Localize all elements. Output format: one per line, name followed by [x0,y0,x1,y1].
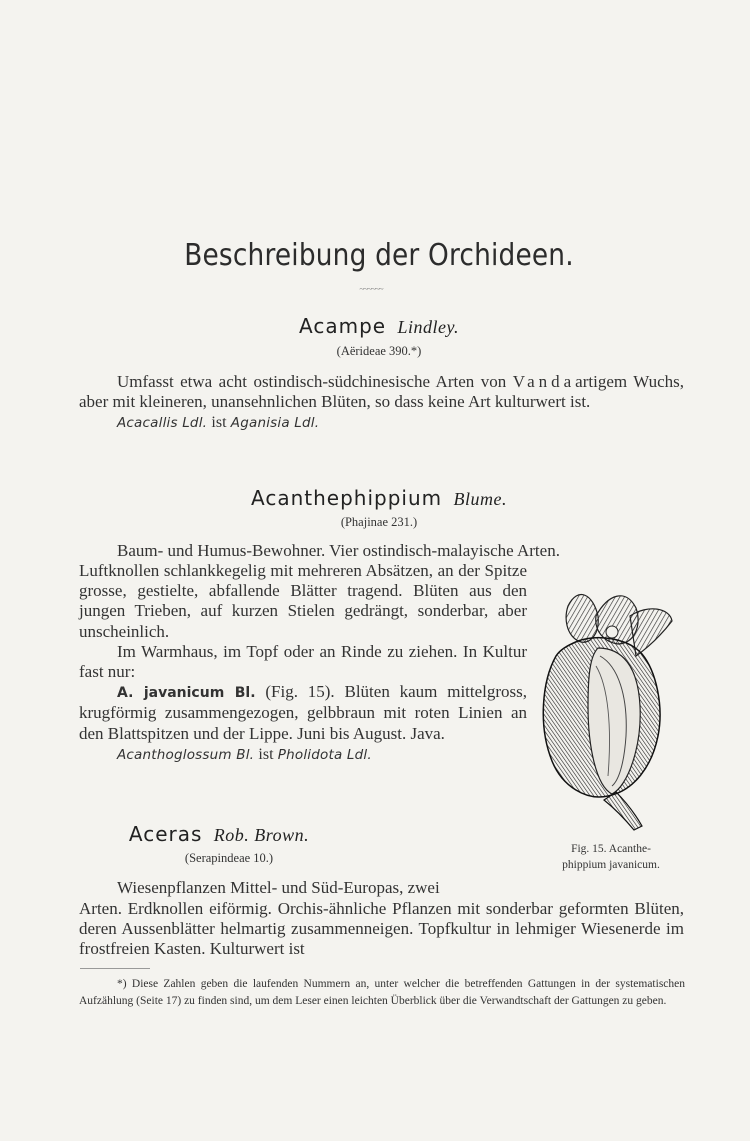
genus-reference: Vanda [512,372,576,391]
caption-line: Fig. 15. Acanthe- [571,843,651,855]
tribe-label-acanthephippium: (Phajinae 231.) [340,515,418,529]
synonym-genus: Acanthoglossum Bl. [117,746,255,763]
description-aceras [79,899,684,960]
tribe-label-aceras: (Serapindeae 10.) [184,851,274,865]
paragraph-text: Arten. Erdknollen eiförmig. Orchis-ähnliche Pflanzen mit sonderbar geformten Blüten, deren Aussenblätter helmartig zusammenneigen. Topfkultur in lehmiger Wiesenerde im frostfreien Kasten. Kulturwert ist [79,899,684,959]
title-ornament: ~~~~~~ [359,284,383,294]
species-description: (Fig. 15). Blüten kaum mittelgross, krugförmig zusammengezogen, gelbbraun mit roten Linien an den Blattspitzen und der Lippe. Juni bis August. Java. [79,682,528,743]
genus-name: Acampe [299,314,387,338]
synonym-genus: Acacallis Ldl. [117,415,208,432]
genus-name: Acanthephippium [251,486,443,510]
paragraph-text: Umfasst etwa acht ostindisch-südchinesische Arten von [117,372,507,391]
genus-name: Aceras [128,822,203,846]
paragraph-text: artigem Wuchs, aber mit kleineren, unansehnlichen Blüten, so dass keine Art kulturwert ist. [79,372,685,412]
genus-author: Blume. [453,489,507,509]
description-acampe [79,372,684,434]
synonym-target: Aganisia Ldl. [230,415,320,432]
caption-line: phippium javanicum. [562,859,660,871]
description-aceras-line1 [79,878,527,898]
description-acanthephippium-line1 [79,541,684,561]
species-name: A. javanicum Bl. [117,685,256,702]
description-acanthephippium [79,561,527,765]
genus-heading-acanthephippium [0,486,750,510]
tribe-label-acampe: (Aërideae 390.*) [336,344,422,358]
paragraph-text: Luftknollen schlankkegelig mit mehreren Absätzen, an der Spitze grosse, gestielte, abfallende Blätter tragend. Blüten aus den jungen Trieben, auf kurzen Stielen gedrängt, sonderbar, aber unscheinlich. [79,561,527,641]
footnote [79,976,685,1010]
synonym-connector: ist [258,745,274,763]
footnote-divider [80,968,150,969]
synonym-target: Pholidota Ldl. [277,746,372,763]
genus-author: Rob. Brown. [213,825,310,845]
orchid-flower-illustration [538,586,678,832]
genus-heading-acampe [0,314,750,338]
synonym-connector: ist [211,414,227,432]
paragraph-text: Baum- und Humus-Bewohner. Vier ostindisch-malayische Arten. [117,541,560,560]
genus-heading-aceras [0,822,598,846]
genus-author: Lindley. [397,317,459,337]
page-title: Beschreibung der Orchideen. [184,238,574,273]
culture-text: Im Warmhaus, im Topf oder an Rinde zu ziehen. In Kultur fast nur: [79,641,527,682]
paragraph-text: Wiesenpflanzen Mittel- und Süd-Europas, zwei [117,878,440,897]
footnote-text: *) Diese Zahlen geben die laufenden Nummern an, unter welcher die betreffenden Gattungen in der systematischen Aufzählung (Seite 17) zu finden sind, um dem Leser einen leichten Überblick über die Verwandtschaft der Gattungen zu geben. [79,978,685,1007]
